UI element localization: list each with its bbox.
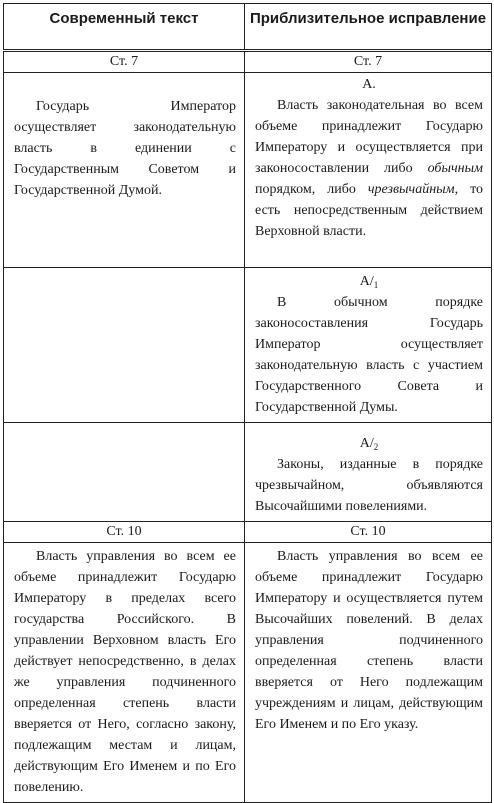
header-current-text: Современный текст	[4, 4, 245, 51]
right-cell-article-7-a2	[245, 423, 492, 522]
right-article-label: Ст. 7	[245, 51, 492, 73]
right-text-article-10: Власть управления во всем ее объеме принадлежит Государю Императору и осуществляется путем Высочайших повелений. В делах управления подчиненного определенная степень власти вверяется от Него подлежащим учреждениям и лицам, действующим Его Именем и по Его указу.	[255, 549, 483, 732]
right-text-article-7-a: Власть законодательная во всем объеме принадлежит Государю Императору и осуществляется при законосоставлении либо обычным порядком, либо чрезвычайным, то есть непосредственным действием Верховной власти.	[255, 98, 484, 239]
table-row	[4, 423, 492, 522]
clause-mark-a: А.	[362, 77, 376, 92]
left-article-label: Ст. 7	[4, 51, 245, 73]
left-text-article-7: Государь Император осуществляет законодательную власть в единении с Государственным Советом и Государственной Думой.	[14, 99, 236, 198]
right-cell-article-7-a1	[245, 268, 492, 423]
right-article-label: Ст. 10	[245, 522, 492, 543]
left-cell-empty	[4, 268, 245, 423]
left-cell-empty	[4, 423, 245, 522]
header-row	[4, 4, 492, 51]
right-cell-article-7-a	[245, 73, 492, 268]
clause-mark-a1: $А/_1$	[359, 274, 379, 290]
left-article-label: Ст. 10	[4, 522, 245, 543]
left-cell-article-7	[4, 73, 245, 268]
article-row	[4, 522, 492, 543]
left-cell-article-10	[4, 543, 245, 803]
clause-mark-a2: $А/_2$	[359, 436, 379, 452]
right-text-article-7-a2: Законы, изданные в порядке чрезвычайном, объявляются Высочайшими повелениями.	[255, 457, 483, 514]
article-row	[4, 51, 492, 73]
table-row	[4, 73, 492, 268]
header-approx-correction: Приблизительное исправление	[245, 4, 492, 51]
left-text-article-10: Власть управления во всем ее объеме принадлежит Государю Императору в пределах всего государства Российского. В управлении Верховном власть Его действует непосредственно, в делах же управления подчиненного определенная степень власти вверяется от Него, согласно закону, подлежащим местам и лицам, действующим Его Именем и по Его повелению.	[14, 549, 236, 795]
comparison-table	[3, 3, 492, 803]
table-row	[4, 543, 492, 803]
table-row	[4, 268, 492, 423]
right-text-article-7-a1: В обычном порядке законосоставления Государь Император осуществляет законодательную власть с участием Государственного Совета и Государственной Думы.	[255, 295, 483, 415]
right-cell-article-10	[245, 543, 492, 803]
